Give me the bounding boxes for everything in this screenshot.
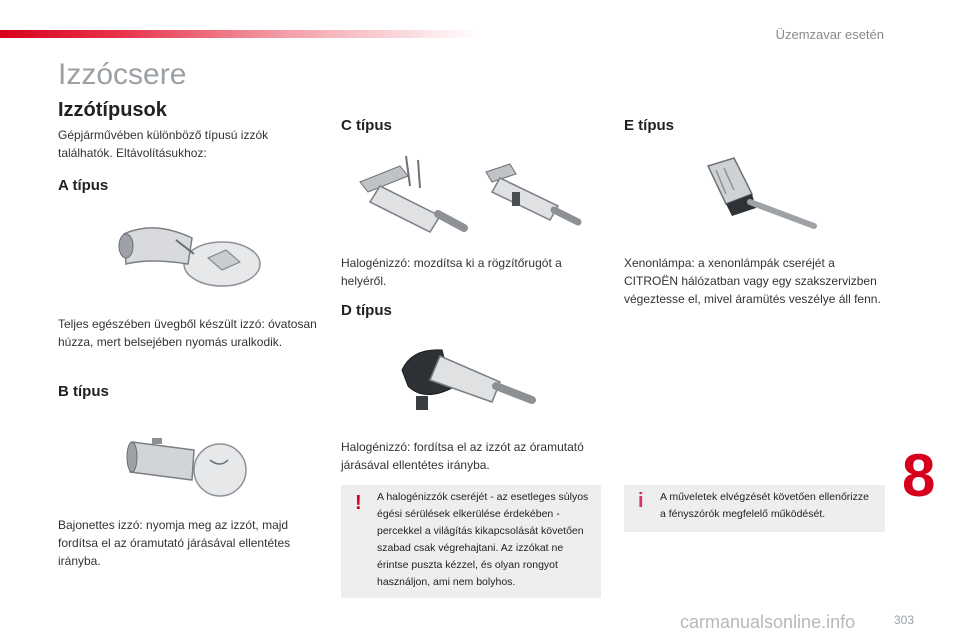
intro-text: Gépjárművében különböző típusú izzók találhatók. Eltávolításukhoz: <box>58 128 269 160</box>
warning-icon: ! <box>355 492 362 514</box>
type-b-bulb-illustration <box>124 424 252 504</box>
type-d-bulb-illustration <box>396 340 546 422</box>
header-accent-bar <box>0 30 480 38</box>
section-title: Üzemzavar esetén <box>775 27 884 42</box>
type-c-heading: C típus <box>341 117 392 134</box>
watermark: carmanualsonline.info <box>680 612 856 632</box>
type-e-heading: E típus <box>624 117 675 134</box>
chapter-number: 8 <box>902 442 936 509</box>
warning-text: A halogénizzók cseréjét - az esetleges súlyos égési sérülések elkerülése érdekében - percekkel a világítás kikapcsolását követően szabad csak végrehajtani. Az izzókat ne érintse puszta kézzel, és olyan rongyot használjon, ami nem bolyhos. <box>377 491 589 588</box>
type-a-text: Teljes egészében üvegből készült izzó: óvatosan húzza, mert belsejében nyomás uralkodik. <box>58 317 317 349</box>
type-e-text: Xenonlámpa: a xenonlámpák cseréjét a CITROËN hálózatban vagy egy szakszervizben végeztesse el, mivel áramütés veszélye áll fenn. <box>624 256 881 306</box>
page-number: 303 <box>893 613 914 627</box>
info-note <box>624 485 885 532</box>
type-d-text: Halogénizzó: fordítsa el az izzót az óramutató járásával ellentétes irányba. <box>341 440 584 472</box>
warning-note <box>341 485 601 598</box>
type-b-heading: B típus <box>58 383 109 400</box>
type-a-bulb-illustration <box>112 212 262 294</box>
main-heading: Izzótípusok <box>58 99 167 121</box>
type-b-text: Bajonettes izzó: nyomja meg az izzót, majd fordítsa el az óramutató járásával ellentétes irányba. <box>58 518 291 568</box>
type-c-bulb-illustration <box>350 152 590 244</box>
type-a-heading: A típus <box>58 177 109 194</box>
type-e-bulb-illustration <box>700 152 826 238</box>
type-c-text: Halogénizzó: mozdítsa ki a rögzítőrugót a helyéről. <box>341 256 562 288</box>
info-icon: i <box>638 490 644 512</box>
page-title: Izzócsere <box>58 58 187 91</box>
info-text: A műveletek elvégzését követően ellenőrizze a fényszórók megfelelő működését. <box>660 491 869 520</box>
type-d-heading: D típus <box>341 302 392 319</box>
